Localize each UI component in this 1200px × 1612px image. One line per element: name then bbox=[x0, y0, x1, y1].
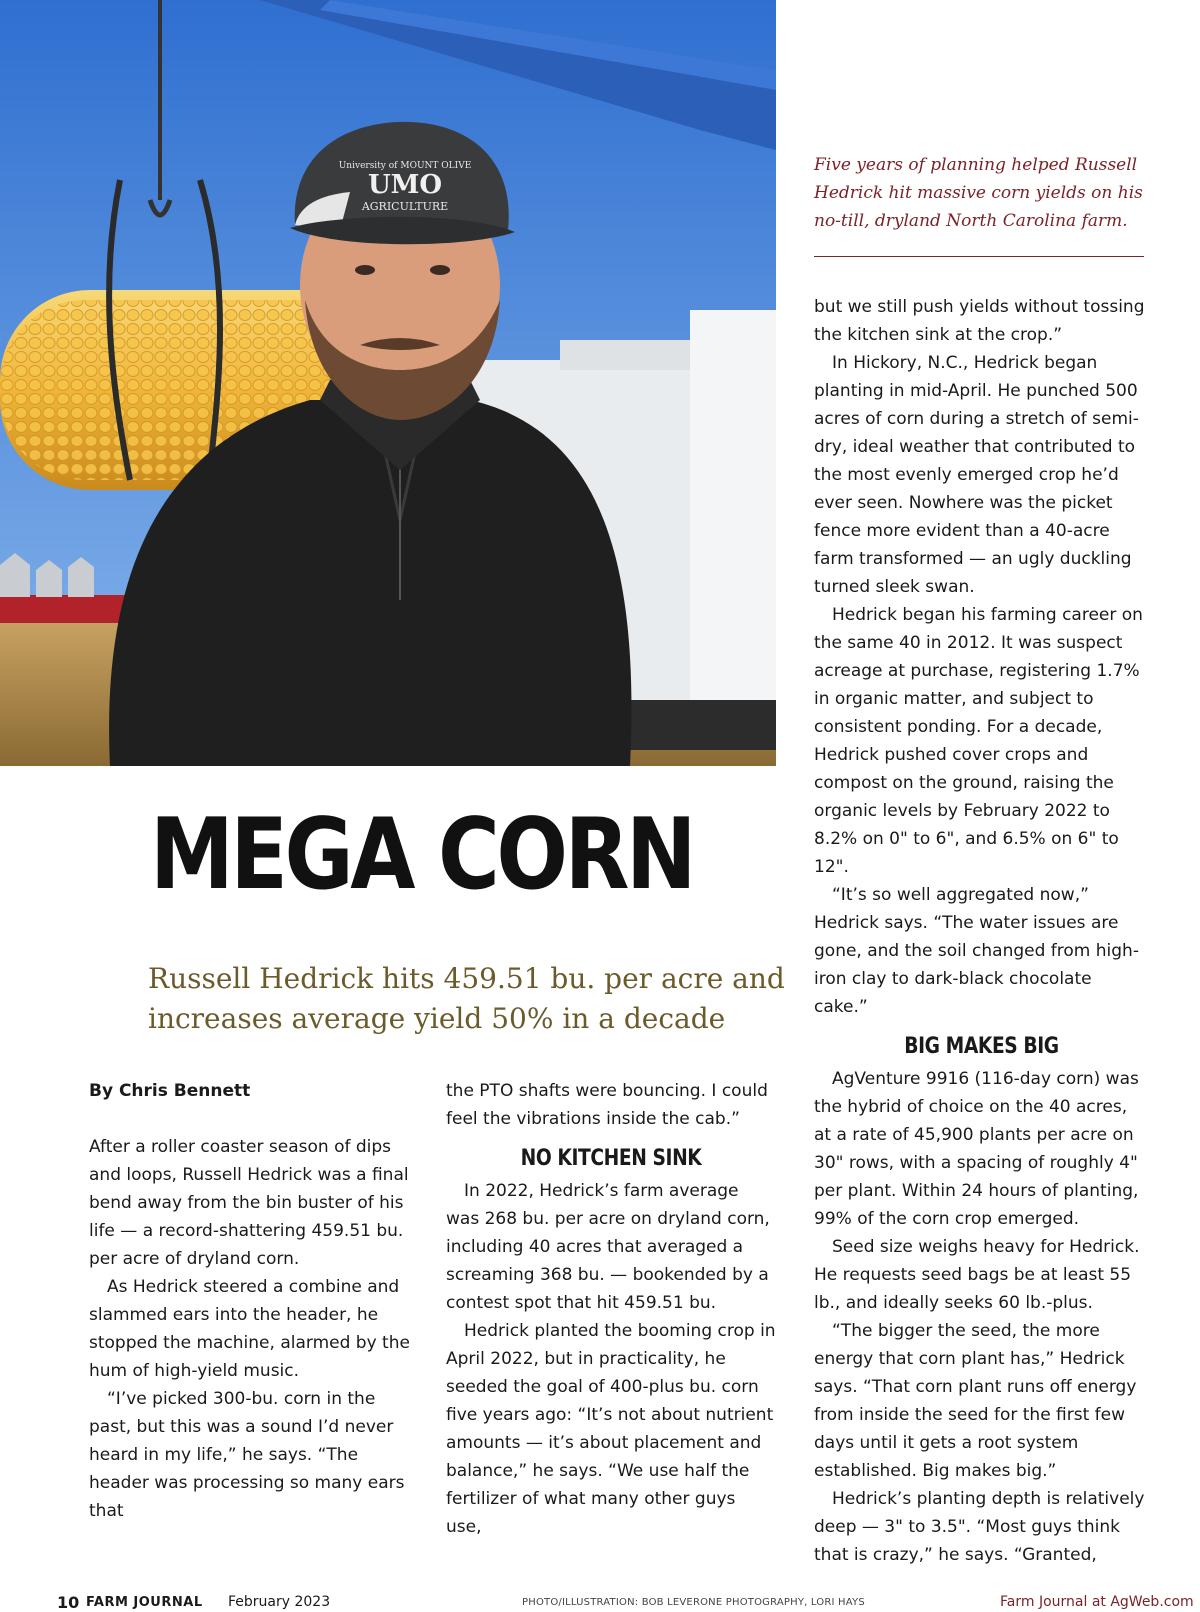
svg-text:University of MOUNT OLIVE: University of MOUNT OLIVE bbox=[338, 161, 472, 171]
paragraph: Hedrick planted the booming crop in April 2022, but in practicality, he seeded the goal of 400-plus bu. corn five years ago: “It’s not about nutrient amounts — it’s about placement and balance,” he says. “We use half the fertilizer of what many other guys use, bbox=[446, 1321, 776, 1537]
section-heading: BIG MAKES BIG bbox=[904, 1034, 1059, 1059]
column-1 bbox=[89, 1077, 419, 1525]
subhead: Russell Hedrick hits 459.51 bu. per acre and increases average yield 50% in a decade bbox=[148, 962, 785, 1035]
standfirst-rule bbox=[814, 256, 1144, 257]
byline: By Chris Bennett bbox=[89, 1081, 251, 1101]
standfirst: Five years of planning helped Russell Hedrick hit massive corn yields on his no-till, dryland North Carolina farm. bbox=[814, 155, 1143, 231]
column-2 bbox=[446, 1077, 776, 1541]
paragraph: As Hedrick steered a combine and slammed ears into the header, he stopped the machine, alarmed by the hum of high-yield music. bbox=[89, 1277, 410, 1381]
svg-text:UMO: UMO bbox=[367, 170, 443, 200]
website-link[interactable]: Farm Journal at AgWeb.com bbox=[1000, 1594, 1194, 1610]
paragraph: AgVenture 9916 (116-day corn) was the hybrid of choice on the 40 acres, at a rate of 45,900 plants per acre on 30" rows, with a spacing of roughly 4" per plant. Within 24 hours of planting, 99% of the corn crop emerged. bbox=[814, 1069, 1139, 1229]
page-number: 10 bbox=[57, 1593, 80, 1612]
paragraph: “The bigger the seed, the more energy that corn plant has,” Hedrick says. “That corn plant runs off energy from inside the seed for the first few days until it gets a root system established. Big makes big.” bbox=[814, 1321, 1137, 1481]
paragraph: Seed size weighs heavy for Hedrick. He requests seed bags be at least 55 lb., and ideally seeks 60 lb.-plus. bbox=[814, 1237, 1140, 1313]
headline: MEGA CORN bbox=[150, 798, 694, 912]
issue-date: February 2023 bbox=[228, 1594, 331, 1610]
svg-text:AGRICULTURE: AGRICULTURE bbox=[361, 200, 449, 213]
paragraph: the PTO shafts were bouncing. I could feel the vibrations inside the cab.” bbox=[446, 1081, 768, 1129]
paragraph: Hedrick’s planting depth is relatively deep — 3" to 3.5". “Most guys think that is crazy,” he says. “Granted, bbox=[814, 1489, 1145, 1565]
paragraph: Hedrick began his farming career on the same 40 in 2012. It was suspect acreage at purchase, registering 1.7% in organic matter, and subject to consistent ponding. For a decade, Hedrick pushed cover crops and compost on the ground, raising the organic levels by February 2022 to 8.2% on 0" to 6", and 6.5% on 6" to 12". bbox=[814, 605, 1143, 877]
hero-photo bbox=[0, 0, 776, 766]
paragraph: but we still push yields without tossing the kitchen sink at the crop.” bbox=[814, 297, 1145, 345]
publication-name: FARM JOURNAL bbox=[86, 1595, 203, 1610]
paragraph: In 2022, Hedrick’s farm average was 268 bu. per acre on dryland corn, including 40 acres that averaged a screaming 368 bu. — bookended by a contest spot that hit 459.51 bu. bbox=[446, 1181, 770, 1313]
paragraph: After a roller coaster season of dips and loops, Russell Hedrick was a final bend away from the bin buster of his life — a record-shattering 459.51 bu. per acre of dryland corn. bbox=[89, 1137, 409, 1269]
paragraph: “It’s so well aggregated now,” Hedrick says. “The water issues are gone, and the soil changed from high-iron clay to dark-black chocolate cake.” bbox=[814, 885, 1139, 1017]
column-3 bbox=[814, 293, 1149, 1569]
paragraph: In Hickory, N.C., Hedrick began planting in mid-April. He punched 500 acres of corn during a stretch of semi-dry, ideal weather that contributed to the most evenly emerged crop he’d ever seen. Nowhere was the picket fence more evident than a 40-acre farm transformed — an ugly duckling turned sleek swan. bbox=[814, 353, 1139, 597]
section-heading: NO KITCHEN SINK bbox=[520, 1146, 702, 1171]
photo-credit: PHOTO/ILLUSTRATION: BOB LEVERONE PHOTOGRAPHY, LORI HAYS bbox=[522, 1597, 865, 1608]
paragraph: “I’ve picked 300-bu. corn in the past, but this was a sound I’d never heard in my life,” he says. “The header was processing so many ears that bbox=[89, 1389, 405, 1521]
